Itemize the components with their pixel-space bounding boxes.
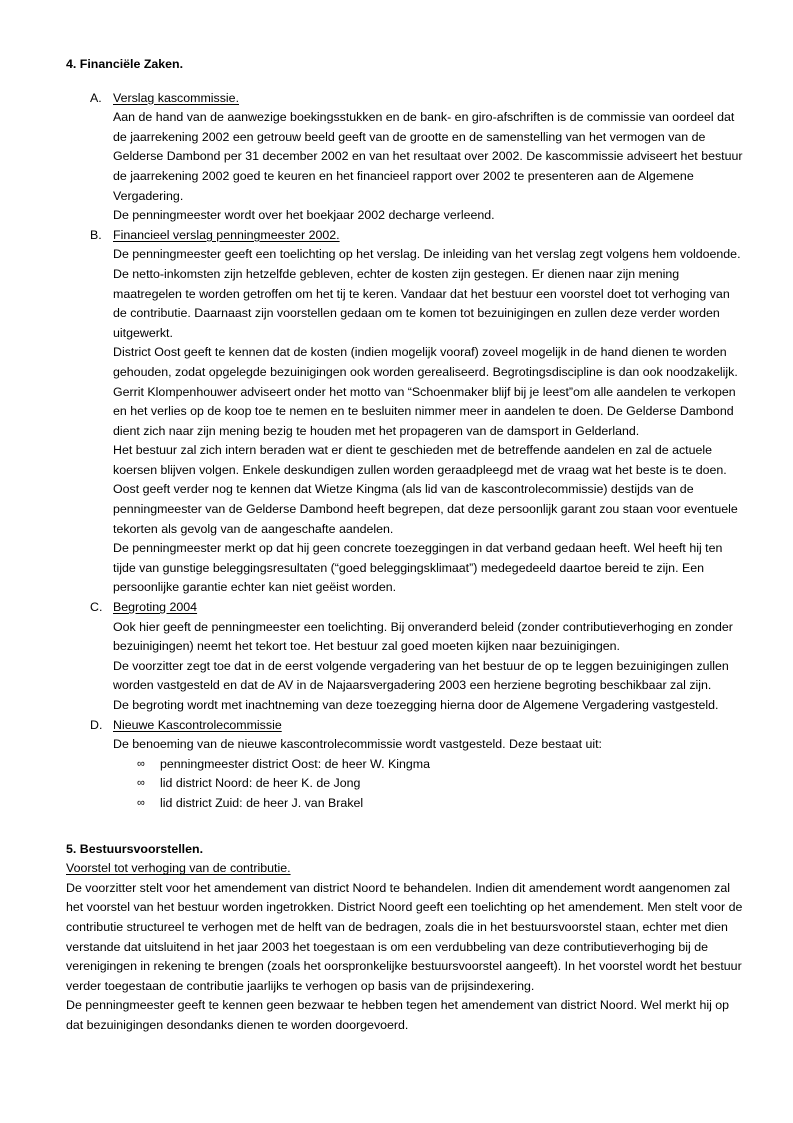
infinity-bullet-icon: ∞ — [137, 777, 145, 790]
list-item-b — [66, 226, 745, 598]
list-marker-b: B. — [90, 227, 102, 242]
list-item-label: penningmeester district Oost: de heer W. Kingma — [160, 756, 430, 771]
list-marker-a: A. — [90, 90, 102, 105]
list-item-d — [66, 716, 745, 814]
item-title-b: Financieel verslag penningmeester 2002. — [113, 227, 340, 242]
list-marker-c: C. — [90, 600, 103, 615]
list-item — [113, 774, 745, 794]
item-title-a: Verslag kascommissie. — [113, 90, 240, 105]
paragraph: Gerrit Klompenhouwer adviseert onder het motto van “Schoenmaker blijf bij je leest”om alle aandelen te verkopen en het verlies op de koop toe te nemen en te besluiten nimmer meer in aandelen te doen. De Gelderse Dambond dient zich naar zijn mening bezig te houden met het propageren van de damsport in Gelderland. — [113, 384, 736, 438]
section-heading-financiele-zaken: 4. Financiële Zaken. — [66, 57, 184, 71]
list-marker-d: D. — [90, 717, 103, 732]
paragraph: Ook hier geeft de penningmeester een toelichting. Bij onveranderd beleid (zonder contributieverhoging en zonder bezuinigingen) neemt het tekort toe. Het bestuur zal goed moeten kijken naar bezuinigingen. — [113, 619, 733, 654]
paragraph: Het bestuur zal zich intern beraden wat er dient te geschieden met de betreffende aandelen en zal de actuele koersen blijven volgen. Enkele deskundigen zullen worden geraadpleegd met de vraag wat het beste is te doen. Oost geeft verder nog te kennen dat Wietze Kingma (als lid van de kascontrolecommissie) destijds van de penningmeester van de Gelderse Dambond heeft begrepen, dat deze persoonlijk garant zou staan voor eventuele tekorten als gevolg van de aangeschafte aandelen. — [113, 443, 738, 536]
item-title-wrap — [113, 716, 745, 736]
item-title-c: Begroting 2004 — [113, 600, 198, 615]
list-item-label: lid district Zuid: de heer J. van Brakel — [160, 795, 364, 810]
infinity-bullet-icon: ∞ — [137, 757, 145, 770]
list-item-a — [66, 89, 745, 226]
list-item-c — [66, 598, 745, 716]
list-item-label: lid district Noord: de heer K. de Jong — [160, 776, 361, 791]
infinity-bullet-icon: ∞ — [137, 796, 145, 809]
paragraph: De voorzitter stelt voor het amendement van district Noord te behandelen. Indien dit amendement wordt aangenomen zal het voorstel van het bestuur worden ingetrokken. District Noord geeft een toelichting op het amendement. Men stelt voor de contributie structureel te verhogen met de helft van de bedragen, zoals die in het bestuursvoorstel staan, echter met dien verstande dat uitsluitend in het jaar 2003 het toegestaan is om een verdubbeling van deze contributieverhoging bij de verenigingen in rekening te brengen (zoals het oorspronkelijke bestuursvoorstel aangeeft). In het voorstel wordt het bestuur verder toegestaan de contributie jaarlijks te verhogen op basis van de prijsindexering. — [66, 880, 743, 993]
paragraph: De benoeming van de nieuwe kascontrolecommissie wordt vastgesteld. Deze bestaat uit: — [113, 737, 603, 752]
paragraph: De penningmeester geeft te kennen geen bezwaar te hebben tegen het amendement van district Noord. Wel merkt hij op dat bezuinigingen desondanks dienen te worden doorgevoerd. — [66, 998, 730, 1032]
document-body — [66, 55, 745, 1036]
paragraph: De begroting wordt met inachtneming van deze toezegging hierna door de Algemene Vergadering vastgesteld. — [113, 698, 719, 712]
paragraph: De penningmeester wordt over het boekjaar 2002 decharge verleend. — [113, 208, 495, 223]
list-item — [113, 755, 745, 775]
paragraph: De voorzitter zegt toe dat in de eerst volgende vergadering van het bestuur de op te leggen bezuinigingen zullen worden vastgesteld en dat de AV in de Najaarsvergadering 2003 een herziene begroting beschikbaar zal zijn. — [113, 658, 729, 693]
spacer — [66, 75, 745, 89]
paragraph: De penningmeester merkt op dat hij geen concrete toezeggingen in dat verband gedaan heeft. Wel heeft hij ten tijde van gunstige beleggingsresultaten (“goed beleggingsklimaat”) medegedeeld daartoe bereid te zijn. Een persoonlijke garantie echter kan niet geëist worden. — [113, 541, 723, 595]
item-title-d: Nieuwe Kascontrolecommissie — [113, 717, 282, 732]
kascontrolecommissie-member-list — [113, 755, 745, 814]
section-heading-bestuursvoorstellen: 5. Bestuursvoorstellen. — [66, 841, 204, 856]
item-title-wrap — [113, 598, 745, 618]
spacer — [66, 814, 745, 840]
subtitle-wrap — [66, 859, 745, 879]
lettered-list — [66, 89, 745, 814]
section-subtitle: Voorstel tot verhoging van de contributie. — [66, 861, 291, 876]
item-title-wrap — [113, 89, 745, 109]
paragraph: District Oost geeft te kennen dat de kosten (indien mogelijk vooraf) zoveel mogelijk in de hand dienen te worden gehouden, zodat opgelegde bezuinigingen ook worden gerealiseerd. Begrotingsdiscipline is dan ook noodzakelijk. — [113, 345, 738, 379]
list-item — [113, 794, 745, 814]
item-title-wrap — [113, 226, 745, 246]
paragraph: De penningmeester geeft een toelichting op het verslag. De inleiding van het verslag zegt volgens hem voldoende. De netto-inkomsten zijn hetzelfde gebleven, echter de kosten zijn gestegen. Er dienen naar zijn mening maatregelen te worden getroffen om het tij te keren. Vandaar dat het bestuur een voorstel doet tot verhoging van de contributie. Daarnaast zijn voorstellen gedaan om te komen tot bezuinigingen en zullen deze verder worden uitgewerkt. — [113, 247, 741, 340]
paragraph: Aan de hand van de aanwezige boekingsstukken en de bank- en giro-afschriften is de commissie van oordeel dat de jaarrekening 2002 een getrouw beeld geeft van de grootte en de samenstelling van het vermogen van de Gelderse Dambond per 31 december 2002 en van het resultaat over 2002. De kascommissie adviseert het bestuur de jaarrekening 2002 goed te keuren en het financieel rapport over 2002 te presenteren aan de Algemene Vergadering. — [113, 110, 743, 203]
